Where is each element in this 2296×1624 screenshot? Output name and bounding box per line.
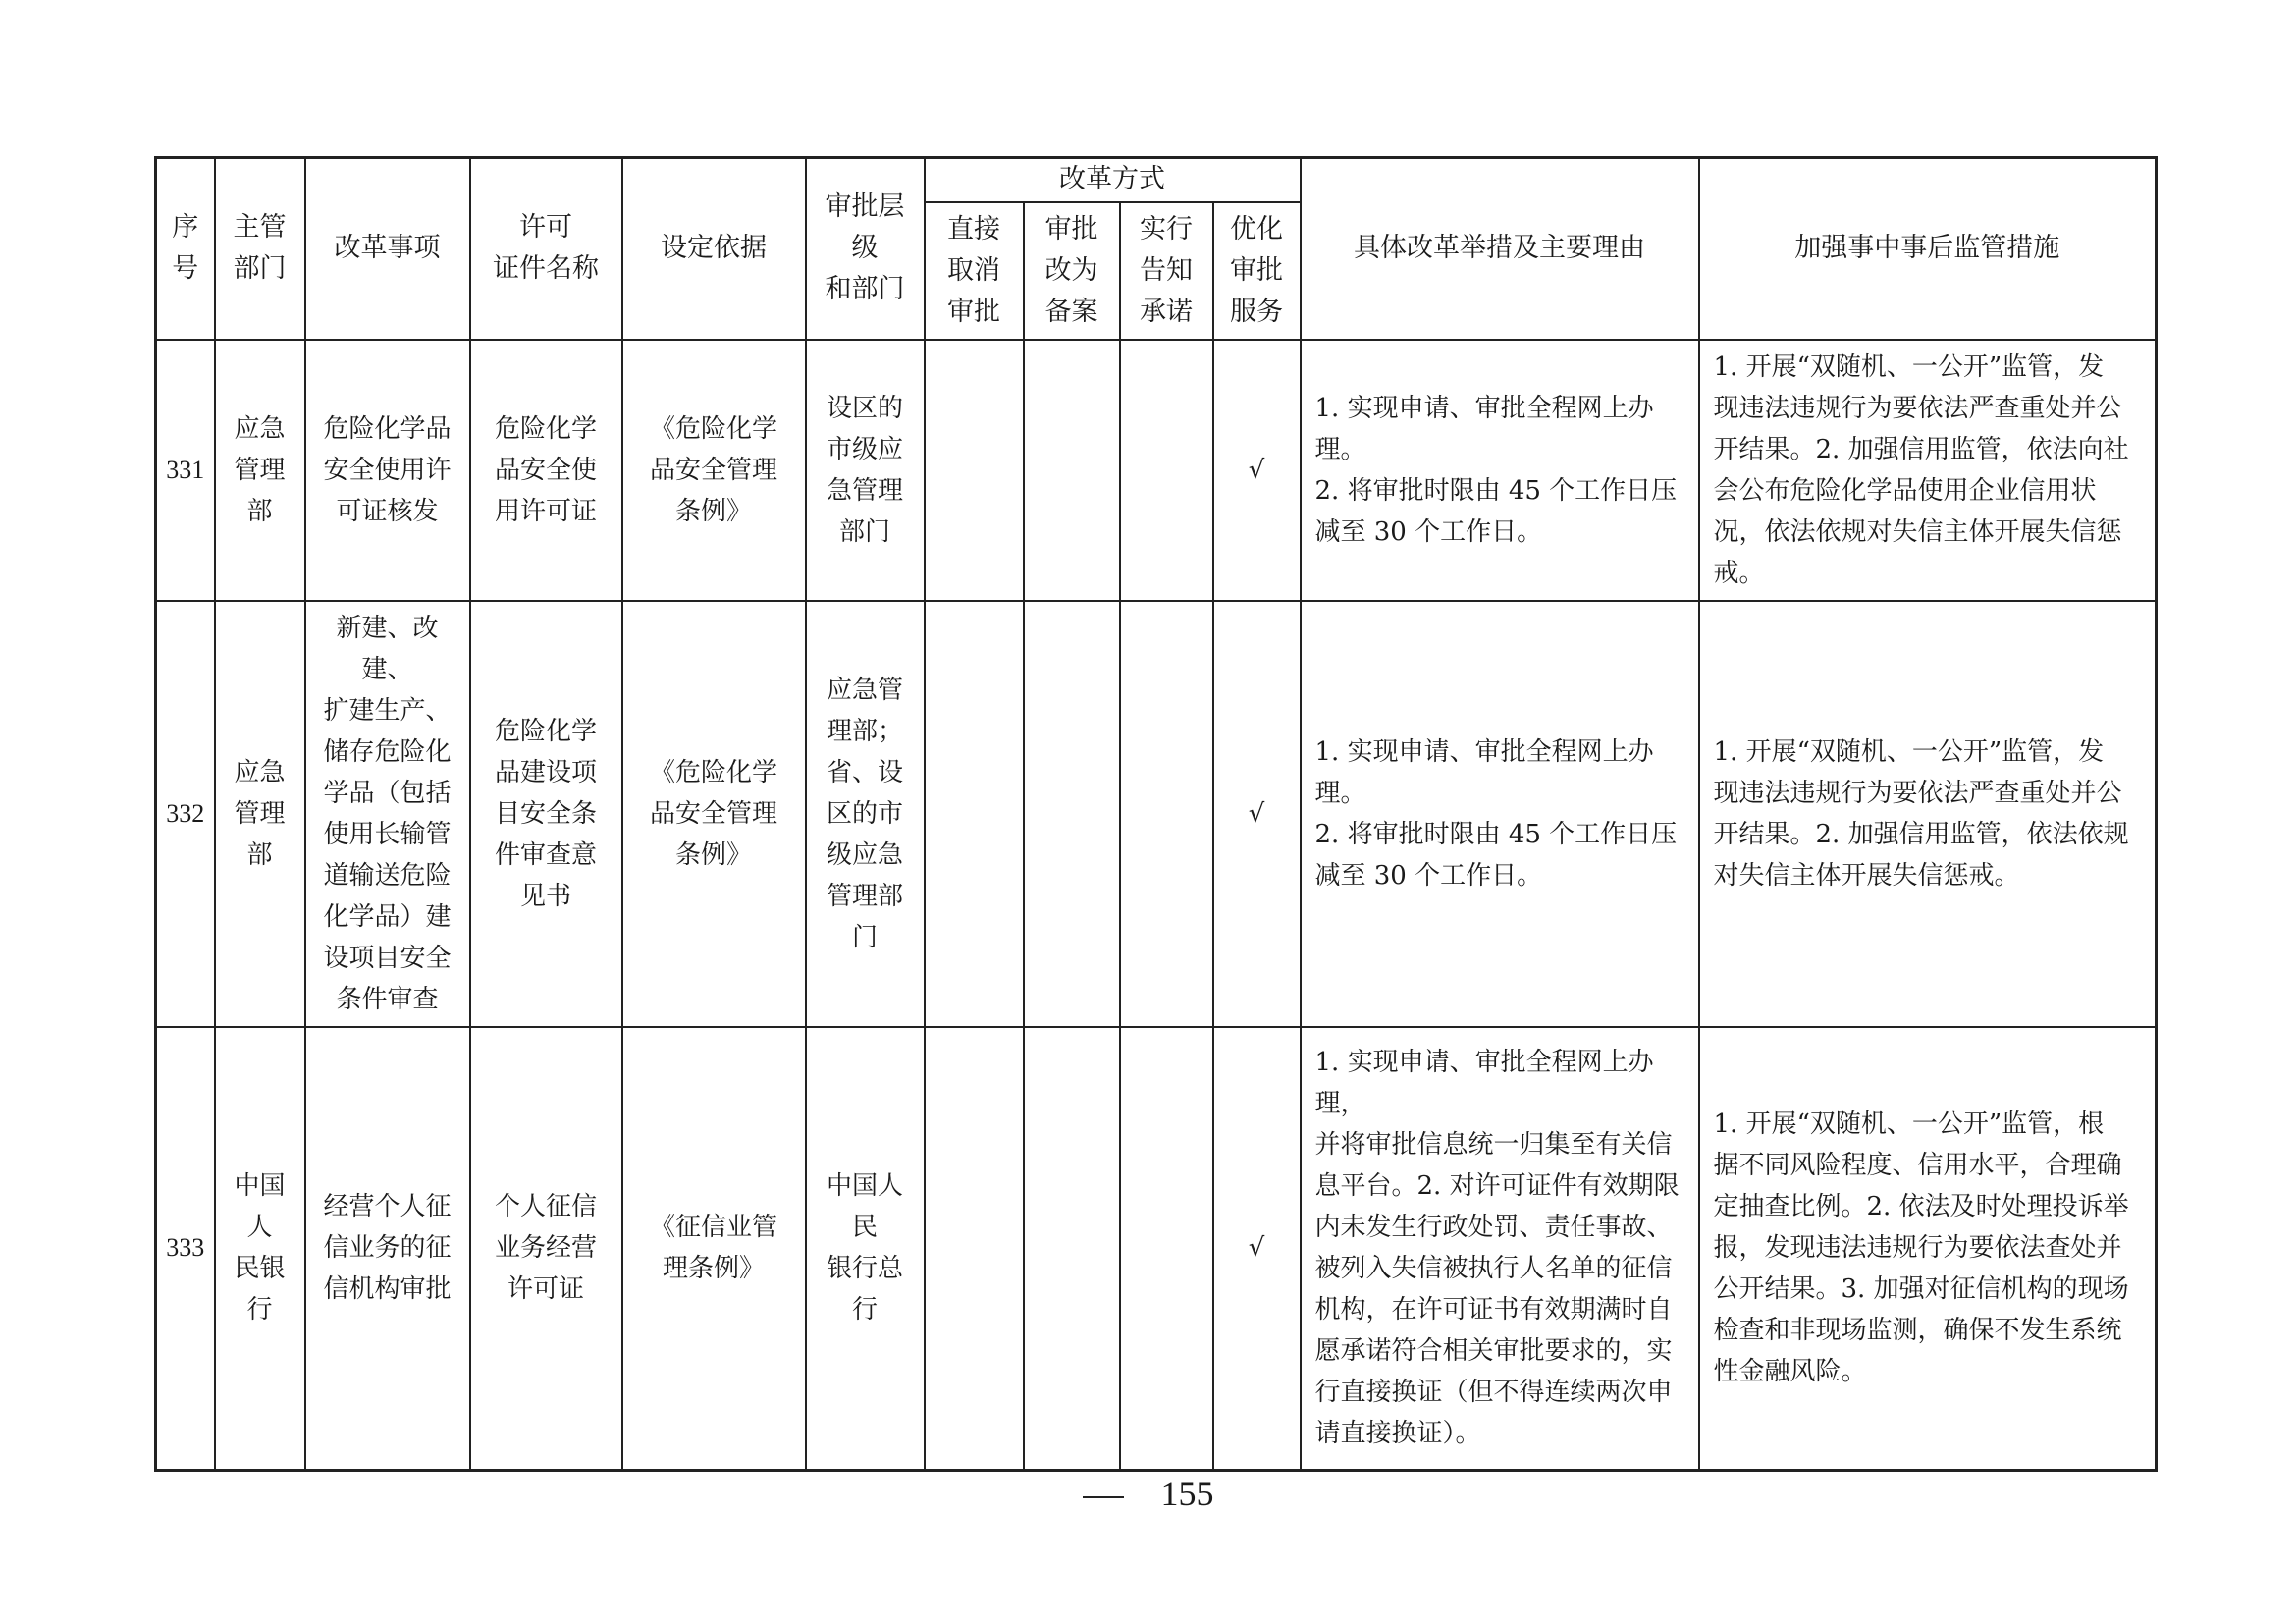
- row-notify: [1120, 1027, 1213, 1471]
- header-level: 审批层级 和部门: [806, 158, 925, 340]
- row-basis: 《危险化学 品安全管理 条例》: [622, 601, 806, 1027]
- row-notify: [1120, 601, 1213, 1027]
- header-supervision: 加强事中事后监管措施: [1699, 158, 2157, 340]
- page-footer: [0, 1473, 2296, 1514]
- header-notify: 实行 告知 承诺: [1120, 202, 1213, 340]
- row-seq: 332: [156, 601, 215, 1027]
- row-seq: 333: [156, 1027, 215, 1471]
- row-filing: [1024, 601, 1120, 1027]
- row-measures: 1. 实现申请、审批全程网上办理。 2. 将审批时限由 45 个工作日压 减至 30 个工作日。: [1301, 601, 1699, 1027]
- row-basis: 《征信业管 理条例》: [622, 1027, 806, 1471]
- header-item: 改革事项: [305, 158, 470, 340]
- row-dept: 中国人 民银行: [215, 1027, 305, 1471]
- reform-table: [154, 156, 2158, 1472]
- row-supervision: 1. 开展“双随机、一公开”监管，发 现违法违规行为要依法严查重处并公 开结果。2. 加强信用监管，依法依规 对失信主体开展失信惩戒。: [1699, 601, 2157, 1027]
- row-seq: 331: [156, 340, 215, 601]
- row-dept: 应急 管理部: [215, 601, 305, 1027]
- row-filing: [1024, 1027, 1120, 1471]
- row-supervision: 1. 开展“双随机、一公开”监管，根 据不同风险程度、信用水平，合理确 定抽查比例。2. 依法及时处理投诉举 报，发现违法违规行为要依法查处并 公开结果。3. 加强对征信机构的现场 检查和非现场监测，确保不发生系统 性金融风险。: [1699, 1027, 2157, 1471]
- row-item: 经营个人征 信业务的征 信机构审批: [305, 1027, 470, 1471]
- row-level: 应急管 理部； 省、设 区的市 级应急 管理部 门: [806, 601, 925, 1027]
- row-cancel: [925, 1027, 1024, 1471]
- footer-dash: [1083, 1496, 1124, 1498]
- header-filing: 审批 改为 备案: [1024, 202, 1120, 340]
- header-reform-mode: 改革方式: [925, 158, 1301, 202]
- row-dept: 应急 管理部: [215, 340, 305, 601]
- row-optimize-check: √: [1213, 1027, 1301, 1471]
- header-seq: 序 号: [156, 158, 215, 340]
- row-license: 个人征信 业务经营 许可证: [470, 1027, 622, 1471]
- row-basis: 《危险化学 品安全管理 条例》: [622, 340, 806, 601]
- row-level: 中国人民 银行总行: [806, 1027, 925, 1471]
- row-license: 危险化学 品安全使 用许可证: [470, 340, 622, 601]
- row-measures: 1. 实现申请、审批全程网上办理， 并将审批信息统一归集至有关信 息平台。2. 对许可证件有效期限 内未发生行政处罚、责任事故、 被列入失信被执行人名单的征信 机构，在许可证书有效期满时自 愿承诺符合相关审批要求的，实 行直接换证（但不得连续两次申 请直接换证）。: [1301, 1027, 1699, 1471]
- row-cancel: [925, 601, 1024, 1027]
- row-cancel: [925, 340, 1024, 601]
- row-notify: [1120, 340, 1213, 601]
- row-supervision: 1. 开展“双随机、一公开”监管，发 现违法违规行为要依法严查重处并公 开结果。2. 加强信用监管，依法向社 会公布危险化学品使用企业信用状 况，依法依规对失信主体开展失信惩 戒。: [1699, 340, 2157, 601]
- header-cancel: 直接 取消 审批: [925, 202, 1024, 340]
- header-basis: 设定依据: [622, 158, 806, 340]
- row-license: 危险化学 品建设项 目安全条 件审查意 见书: [470, 601, 622, 1027]
- header-dept: 主管 部门: [215, 158, 305, 340]
- row-optimize-check: √: [1213, 340, 1301, 601]
- table-row: [156, 1027, 2157, 1471]
- row-measures: 1. 实现申请、审批全程网上办理。 2. 将审批时限由 45 个工作日压 减至 30 个工作日。: [1301, 340, 1699, 601]
- row-item: 危险化学品 安全使用许 可证核发: [305, 340, 470, 601]
- header-optimize: 优化 审批 服务: [1213, 202, 1301, 340]
- header-license: 许可 证件名称: [470, 158, 622, 340]
- row-level: 设区的 市级应 急管理 部门: [806, 340, 925, 601]
- table-row: [156, 340, 2157, 601]
- header-measures: 具体改革举措及主要理由: [1301, 158, 1699, 340]
- row-item: 新建、改建、 扩建生产、 储存危险化 学品（包括 使用长输管 道输送危险 化学品）建 设项目安全 条件审查: [305, 601, 470, 1027]
- page-number: 155: [1160, 1474, 1214, 1513]
- table-row: [156, 601, 2157, 1027]
- row-optimize-check: √: [1213, 601, 1301, 1027]
- row-filing: [1024, 340, 1120, 601]
